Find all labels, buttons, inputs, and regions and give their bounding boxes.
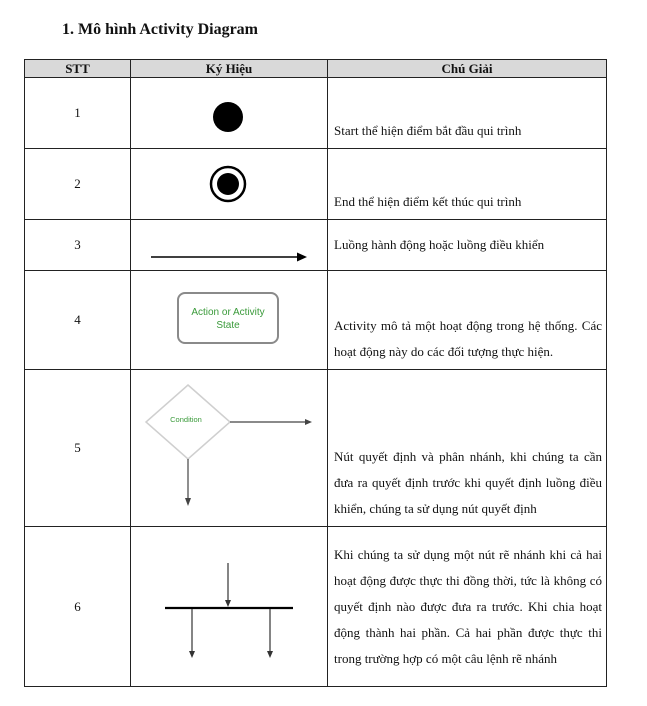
decision-symbol [131,370,328,527]
desc-line: Activity mô tả một hoạt động trong hệ thống. [334,318,578,333]
row-number: 6 [25,527,131,687]
header-symbol: Ký Hiệu [131,60,328,78]
row-description: Khi chúng ta sử dụng một nút rẽ nhánh khi cả hai hoạt động được thực thi đồng thời, tức là không có quyết định nào được đưa ra trước. Khi chia hoạt động thành hai phần. Cả hai phần được thực thi trong trường hợp có một câu lệnh rẽ nhánh [328,527,607,687]
section-title: 1. Mô hình Activity Diagram [62,21,258,38]
desc-line: Các hoạt động này do các đối tượng thực hiện. [334,318,603,359]
table-row [25,78,607,149]
table-row [25,149,607,220]
decision-diamond-icon [146,385,312,506]
decision-condition-label: Condition [170,415,202,424]
table-header-row [25,60,607,78]
table-row [25,220,607,271]
row-description: End thể hiện điểm kết thúc qui trình [328,149,607,220]
activity-box-label-1: Action or Activity [191,307,265,318]
fork-bar-icon [165,563,293,658]
activity-symbol [131,271,328,370]
row-number: 3 [25,220,131,271]
table-row [25,527,607,687]
fork-symbol [131,527,328,687]
end-node-symbol [131,149,328,220]
row-description: Start thể hiện điểm bắt đầu qui trình [328,78,607,149]
row-description [328,271,607,370]
header-description: Chú Giải [328,60,607,78]
row-number: 4 [25,271,131,370]
row-number: 1 [25,78,131,149]
start-node-symbol [131,78,328,149]
start-node-icon [213,102,243,132]
table-row [25,271,607,370]
row-number: 2 [25,149,131,220]
arrow-right-icon [151,253,307,262]
control-flow-symbol [131,220,328,271]
header-stt: STT [25,60,131,78]
activity-box-icon [178,293,278,343]
table-row [25,370,607,527]
row-description: Nút quyết định và phân nhánh, khi chúng ta cần đưa ra quyết định trước khi quyết định luồng điều khiển, chúng ta sử dụng nút quyết định [328,370,607,527]
activity-box-label-2: State [216,320,240,331]
end-node-icon [211,167,245,201]
row-number: 5 [25,370,131,527]
activity-legend-table [24,59,607,687]
row-description: Luồng hành động hoặc luồng điều khiển [328,220,607,271]
